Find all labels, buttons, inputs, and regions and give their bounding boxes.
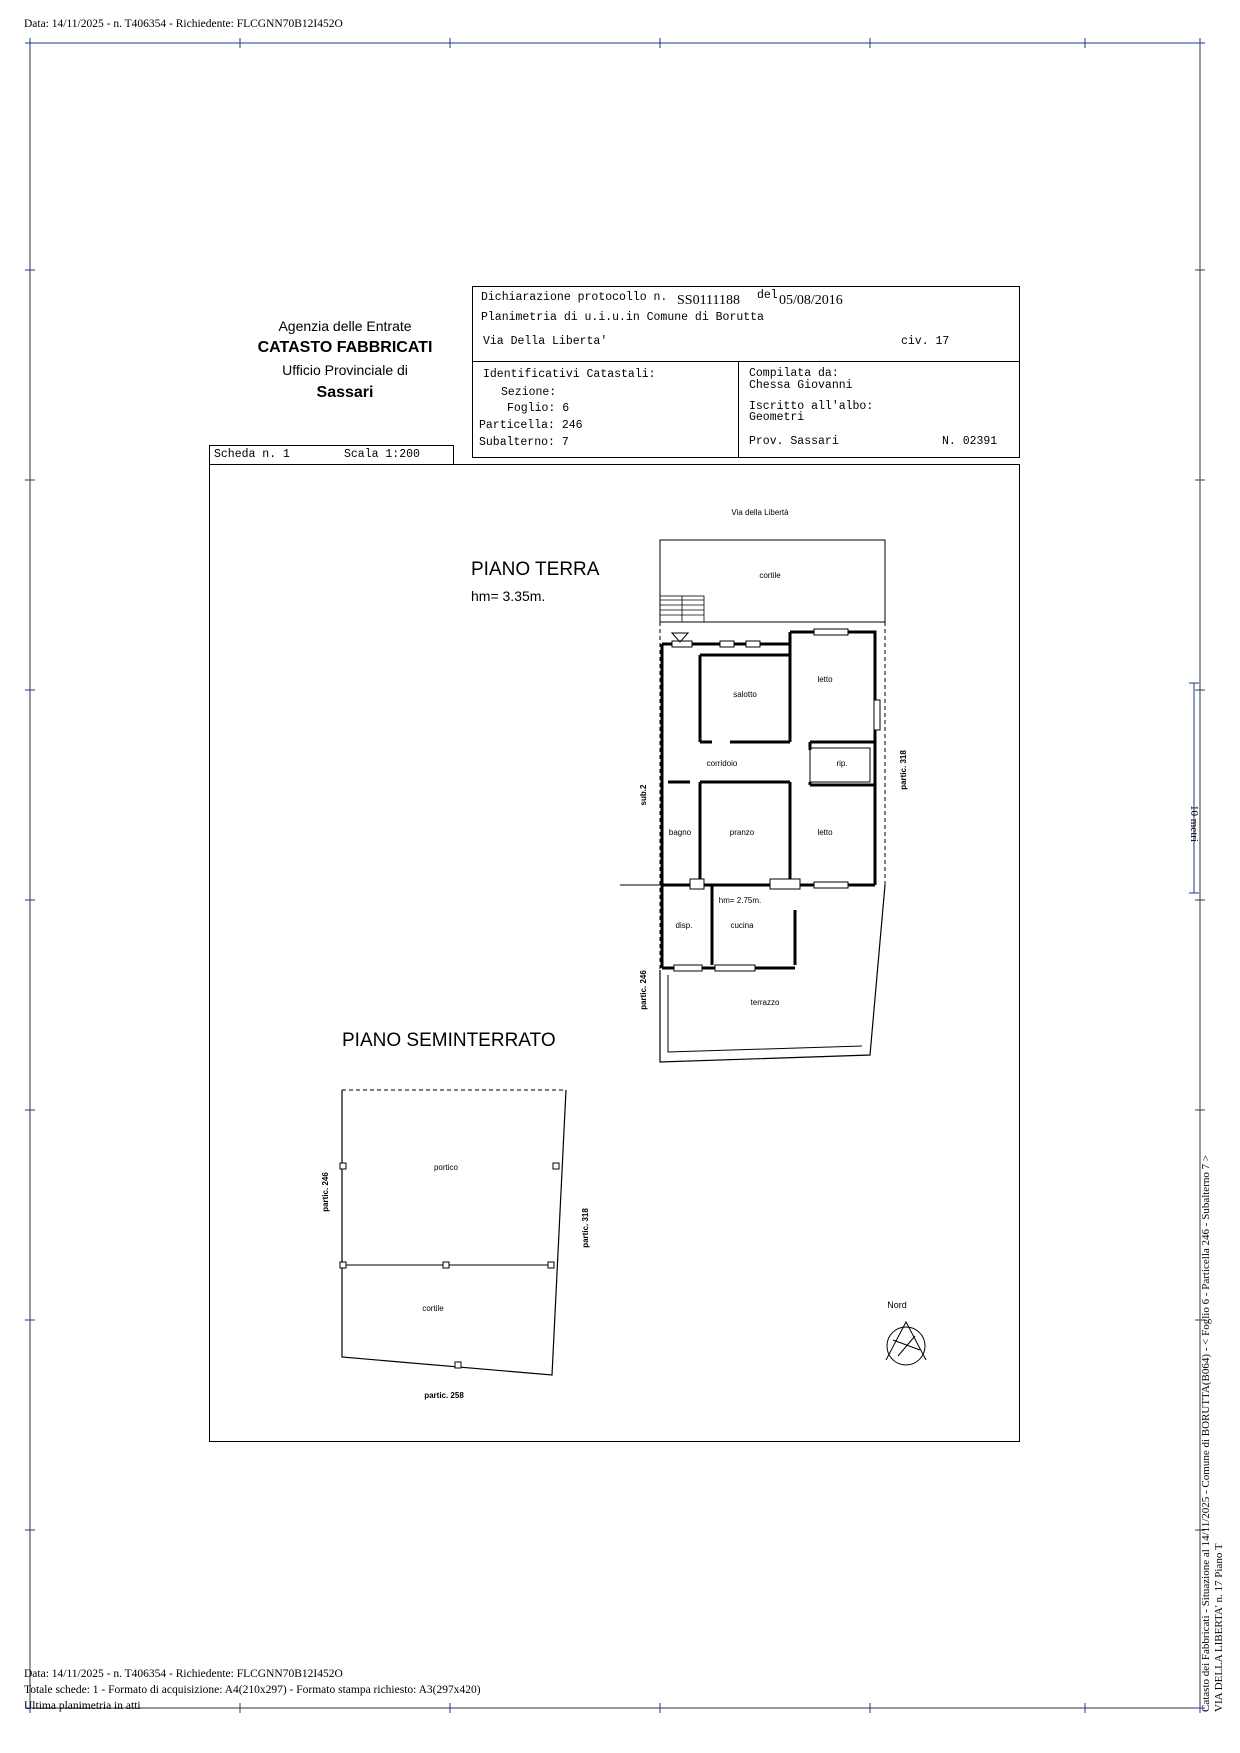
room-salotto: salotto <box>733 690 757 699</box>
basement-title: PIANO SEMINTERRATO <box>342 1030 556 1051</box>
nord-label: Nord <box>887 1300 907 1310</box>
room-letto-1: letto <box>817 675 833 684</box>
room-bagno: bagno <box>668 828 692 837</box>
room-cucina: cucina <box>730 921 754 930</box>
albo-number: N. 02391 <box>942 435 998 448</box>
room-corridoio: corridoio <box>706 759 738 768</box>
side-note-line2: VIA DELLA LIBERTA' n. 17 Piano T <box>1213 1543 1225 1712</box>
scheda: Scheda n. 1 <box>214 448 290 461</box>
room-portico: portico <box>433 1163 459 1172</box>
room-cortile-top: cortile <box>759 571 781 580</box>
agency-name: Agenzia delle Entrate <box>278 318 412 334</box>
room-terrazzo: terrazzo <box>750 998 780 1007</box>
side-note <box>1200 1155 1226 1712</box>
registered-label: Iscritto all'albo: <box>749 400 874 413</box>
room-pranzo: pranzo <box>729 828 755 837</box>
protocol-label: Dichiarazione protocollo n. <box>481 291 668 304</box>
particella: Particella: 246 <box>479 419 583 432</box>
room-rip: rip. <box>836 759 848 768</box>
declaration-date: 05/08/2016 <box>779 293 843 308</box>
label-partic258: partic. 258 <box>424 1391 464 1400</box>
footer-line1: Data: 14/11/2025 - n. T406354 - Richiedente: FLCGNN70B12I452O <box>24 1668 343 1680</box>
label-partic318-bottom: partic. 318 <box>581 1208 590 1248</box>
civic-number: civ. 17 <box>901 335 950 348</box>
ground-floor-title: PIANO TERRA <box>471 559 600 580</box>
date-label: del <box>757 289 778 302</box>
header-line: Data: 14/11/2025 - n. T406354 - Richiedente: FLCGNN70B12I452O <box>24 18 343 30</box>
ground-floor-height: hm= 3.35m. <box>471 588 546 604</box>
address: Via Della Liberta' <box>483 335 608 348</box>
registered: Geometri <box>749 411 805 424</box>
identifiers-title: Identificativi Catastali: <box>483 368 656 381</box>
scale-bar-label: 10 metri <box>1188 805 1200 842</box>
label-sub2: sub.2 <box>639 784 648 806</box>
agency-catasto: CATASTO FABBRICATI <box>257 339 433 356</box>
footer-line2: Totale schede: 1 - Formato di acquisizione: A4(210x297) - Formato stampa richiesto: A3(297x420) <box>24 1684 481 1696</box>
agency-city: Sassari <box>316 384 374 401</box>
label-partic318-top: partic. 318 <box>899 750 908 790</box>
room-disp: disp. <box>675 921 693 930</box>
footer-line3: Ultima planimetria in atti <box>24 1700 141 1712</box>
room-letto-2: letto <box>817 828 833 837</box>
agency-office: Ufficio Provinciale di <box>282 362 408 378</box>
label-partic246-bottom: partic. 246 <box>321 1172 330 1212</box>
compiled-by: Chessa Giovanni <box>749 379 853 392</box>
room-hm-small: hm= 2.75m. <box>718 896 762 905</box>
room-cortile-bottom: cortile <box>422 1304 444 1313</box>
subalterno: Subalterno: 7 <box>479 436 569 449</box>
street-label: Via della Libertà <box>731 508 789 517</box>
foglio: Foglio: 6 <box>507 402 570 415</box>
compiled-by-label: Compilata da: <box>749 367 839 380</box>
protocol-number: SS0111188 <box>677 293 741 308</box>
side-note-line1: Catasto dei Fabbricati - Situazione al 14/11/2025 - Comune di BORUTTA(B064) - < Foglio 6 - Particella 246 - Subalterno 7 > <box>1200 1154 1212 1712</box>
sezione: Sezione: <box>501 386 557 399</box>
label-partic246-top: partic. 246 <box>639 970 648 1010</box>
province: Prov. Sassari <box>749 435 839 448</box>
scala: Scala 1:200 <box>344 448 420 461</box>
planimetry-line: Planimetria di u.i.u.in Comune di Borutta <box>481 311 764 324</box>
